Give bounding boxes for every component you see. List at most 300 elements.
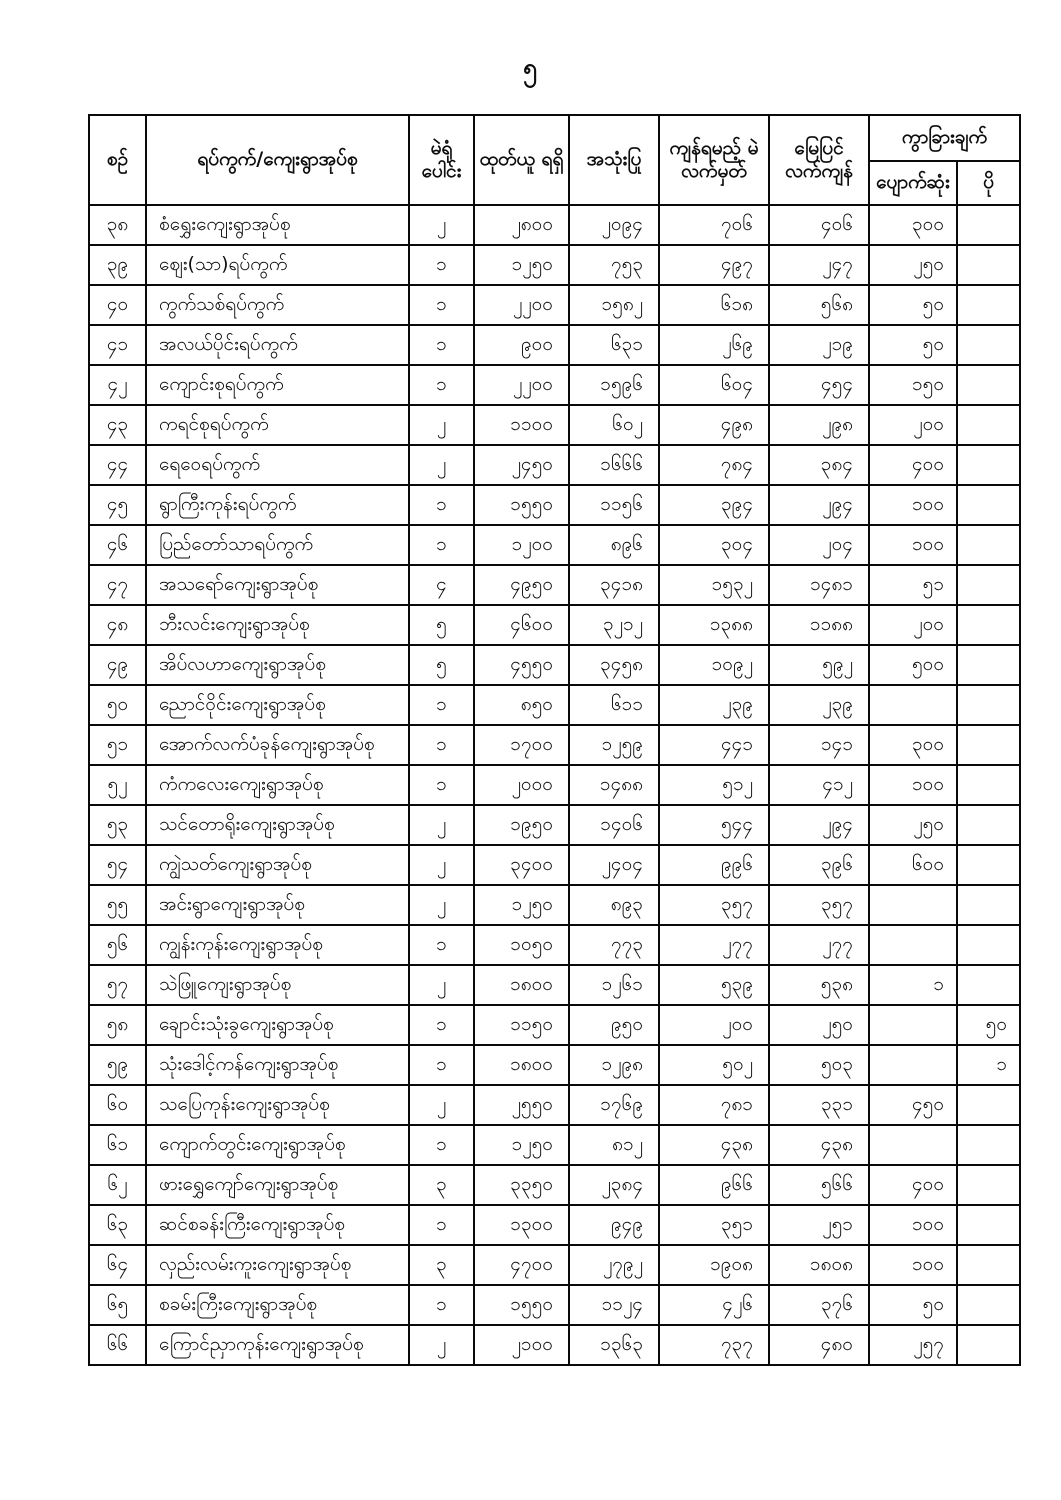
cell-ballots-used: ၉၄၉	[569, 1205, 659, 1245]
cell-ward-village-name: ကျောက်တွင်းကျေးရွာအုပ်စု	[146, 1125, 409, 1165]
cell-ballots-received: ၃၄၀၀	[474, 845, 569, 885]
cell-difference-lost	[869, 1005, 957, 1045]
cell-ballots-received: ၁၅၅၀	[474, 1285, 569, 1325]
cell-serial-number: ၅၈	[89, 1005, 146, 1045]
cell-polling-stations-total: ၂	[409, 965, 474, 1005]
header-ground-balance: မြေပြင် လက်ကျန်	[769, 115, 869, 205]
cell-difference-lost: ၁	[869, 965, 957, 1005]
table-row	[89, 765, 1020, 805]
cell-difference-lost: ၄၀၀	[869, 445, 957, 485]
cell-difference-lost: ၁၅၀	[869, 365, 957, 405]
cell-polling-stations-total: ၁	[409, 325, 474, 365]
cell-ballots-used: ၃၄၅၈	[569, 645, 659, 685]
cell-serial-number: ၆၅	[89, 1285, 146, 1325]
cell-difference-lost: ၁၀၀	[869, 525, 957, 565]
cell-ballots-remaining: ၇၃၇	[659, 1325, 769, 1365]
cell-ballots-used: ၇၇၃	[569, 925, 659, 965]
table-row	[89, 1205, 1020, 1245]
table-row	[89, 325, 1020, 365]
cell-serial-number: ၄၈	[89, 605, 146, 645]
cell-ballots-received: ၁၂၀၀	[474, 525, 569, 565]
cell-ward-village-name: ဘီးလင်းကျေးရွာအုပ်စု	[146, 605, 409, 645]
header-difference: ကွာခြားချက်	[869, 115, 1020, 161]
table-row	[89, 1245, 1020, 1285]
table-row	[89, 605, 1020, 645]
cell-ballots-received: ၁၁၀၀	[474, 405, 569, 445]
cell-difference-lost: ၄၀၀	[869, 1165, 957, 1205]
cell-ballots-received: ၁၃၀၀	[474, 1205, 569, 1245]
cell-ballots-used: ၁၁၂၄	[569, 1285, 659, 1325]
cell-ballots-received: ၁၁၅၀	[474, 1005, 569, 1045]
cell-ground-balance: ၁၈၀၈	[769, 1245, 869, 1285]
cell-ballots-remaining: ၅၃၉	[659, 965, 769, 1005]
cell-polling-stations-total: ၅	[409, 645, 474, 685]
cell-ballots-used: ၁၂၆၁	[569, 965, 659, 1005]
cell-ground-balance: ၅၆၈	[769, 285, 869, 325]
cell-ballots-remaining: ၇၀၆	[659, 205, 769, 245]
cell-difference-lost: ၅၁	[869, 565, 957, 605]
cell-polling-stations-total: ၁	[409, 685, 474, 725]
cell-polling-stations-total: ၁	[409, 365, 474, 405]
cell-ground-balance: ၁၄၁	[769, 725, 869, 765]
table-row	[89, 405, 1020, 445]
cell-serial-number: ၅၆	[89, 925, 146, 965]
cell-ward-village-name: ရေဝေရပ်ကွက်	[146, 445, 409, 485]
cell-ward-village-name: အိပ်လဟာကျေးရွာအုပ်စု	[146, 645, 409, 685]
table-row	[89, 565, 1020, 605]
cell-ballots-remaining: ၃၅၇	[659, 885, 769, 925]
cell-ground-balance: ၂၃၉	[769, 685, 869, 725]
cell-ballots-received: ၂၅၅၀	[474, 1085, 569, 1125]
table-row	[89, 805, 1020, 845]
cell-difference-lost	[869, 925, 957, 965]
cell-ballots-received: ၂၄၅၀	[474, 445, 569, 485]
cell-ward-village-name: ညောင်ဝိုင်းကျေးရွာအုပ်စု	[146, 685, 409, 725]
cell-ballots-used: ၂၇၉၂	[569, 1245, 659, 1285]
cell-ballots-used: ၂၃၈၄	[569, 1165, 659, 1205]
cell-polling-stations-total: ၁	[409, 485, 474, 525]
header-remaining-ballots: ကျန်ရမည့် မဲလက်မှတ်	[659, 115, 769, 205]
cell-difference-lost: ၁၀၀	[869, 765, 957, 805]
cell-ballots-used: ၇၅၃	[569, 245, 659, 285]
cell-ballots-used: ၁၅၉၆	[569, 365, 659, 405]
cell-polling-stations-total: ၁	[409, 1045, 474, 1085]
table-row	[89, 1085, 1020, 1125]
cell-difference-extra	[957, 925, 1020, 965]
cell-ballots-used: ၁၅၈၂	[569, 285, 659, 325]
table-row	[89, 485, 1020, 525]
cell-difference-extra	[957, 845, 1020, 885]
header-lost: ပျောက်ဆုံး	[869, 161, 957, 205]
cell-ballots-remaining: ၄၄၁	[659, 725, 769, 765]
header-polling-stations: မဲရုံ ပေါင်း	[409, 115, 474, 205]
table-body	[89, 205, 1020, 1365]
cell-difference-extra	[957, 645, 1020, 685]
cell-ballots-remaining: ၄၉၇	[659, 245, 769, 285]
cell-difference-extra	[957, 605, 1020, 645]
cell-ward-village-name: ဖားရွှေကျော်ကျေးရွာအုပ်စု	[146, 1165, 409, 1205]
cell-ward-village-name: သုံးဒေါင့်ကန်ကျေးရွာအုပ်စု	[146, 1045, 409, 1085]
cell-polling-stations-total: ၂	[409, 445, 474, 485]
header-row-1	[89, 115, 1020, 161]
cell-ground-balance: ၅၆၆	[769, 1165, 869, 1205]
cell-ballots-remaining: ၂၀၀	[659, 1005, 769, 1045]
cell-ballots-received: ၁၇၀၀	[474, 725, 569, 765]
cell-polling-stations-total: ၁	[409, 1125, 474, 1165]
cell-difference-lost: ၃၀၀	[869, 205, 957, 245]
cell-difference-extra	[957, 445, 1020, 485]
cell-difference-extra: ၅၀	[957, 1005, 1020, 1045]
cell-ward-village-name: ကွက်သစ်ရပ်ကွက်	[146, 285, 409, 325]
cell-ballots-received: ၂၀၀၀	[474, 765, 569, 805]
table-row	[89, 685, 1020, 725]
cell-polling-stations-total: ၅	[409, 605, 474, 645]
cell-ground-balance: ၃၈၄	[769, 445, 869, 485]
cell-polling-stations-total: ၁	[409, 1205, 474, 1245]
cell-ballots-remaining: ၉၉၆	[659, 845, 769, 885]
cell-ground-balance: ၅၃၈	[769, 965, 869, 1005]
cell-difference-lost	[869, 685, 957, 725]
table-row	[89, 1005, 1020, 1045]
cell-ward-village-name: ကရင်စုရပ်ကွက်	[146, 405, 409, 445]
cell-ballots-received: ၄၉၅၀	[474, 565, 569, 605]
cell-polling-stations-total: ၁	[409, 765, 474, 805]
cell-ballots-received: ၁၂၅၀	[474, 885, 569, 925]
cell-difference-lost: ၅၀	[869, 1285, 957, 1325]
cell-ward-village-name: အသရော်ကျေးရွာအုပ်စု	[146, 565, 409, 605]
table-row	[89, 885, 1020, 925]
header-serial: စဉ်	[89, 115, 146, 205]
cell-polling-stations-total: ၂	[409, 205, 474, 245]
cell-ballots-received: ၄၆၀၀	[474, 605, 569, 645]
table-row	[89, 525, 1020, 565]
cell-serial-number: ၄၆	[89, 525, 146, 565]
cell-difference-extra	[957, 485, 1020, 525]
cell-ballots-used: ၁၄၈၈	[569, 765, 659, 805]
cell-ground-balance: ၃၃၁	[769, 1085, 869, 1125]
cell-difference-extra	[957, 1205, 1020, 1245]
cell-ward-village-name: ကျောင်းစုရပ်ကွက်	[146, 365, 409, 405]
cell-difference-lost: ၂၀၀	[869, 605, 957, 645]
cell-ballots-received: ၂၁၀၀	[474, 1325, 569, 1365]
cell-ballots-received: ၁၉၅၀	[474, 805, 569, 845]
cell-ballots-received: ၄၇၀၀	[474, 1245, 569, 1285]
page-number: ၅	[522, 53, 539, 82]
cell-ballots-used: ၂၄၀၄	[569, 845, 659, 885]
table-row	[89, 365, 1020, 405]
cell-ward-village-name: ချောင်းသုံးခွကျေးရွာအုပ်စု	[146, 1005, 409, 1045]
cell-ground-balance: ၅၀၃	[769, 1045, 869, 1085]
cell-difference-extra: ၁	[957, 1045, 1020, 1085]
cell-ballots-received: ၂၂၀၀	[474, 285, 569, 325]
cell-serial-number: ၄၅	[89, 485, 146, 525]
cell-difference-lost: ၁၀၀	[869, 485, 957, 525]
cell-difference-extra	[957, 405, 1020, 445]
cell-difference-lost: ၁၀၀	[869, 1245, 957, 1285]
cell-ballots-remaining: ၁၃၈၈	[659, 605, 769, 645]
cell-ballots-received: ၂၂၀၀	[474, 365, 569, 405]
cell-difference-lost	[869, 885, 957, 925]
cell-ward-village-name: ဈေး(သာ)ရပ်ကွက်	[146, 245, 409, 285]
cell-difference-extra	[957, 285, 1020, 325]
cell-serial-number: ၃၉	[89, 245, 146, 285]
cell-serial-number: ၆၁	[89, 1125, 146, 1165]
cell-ward-village-name: သဲဖြူကျေးရွာအုပ်စု	[146, 965, 409, 1005]
cell-ballots-received: ၁၈၀၀	[474, 1045, 569, 1085]
cell-ward-village-name: ကျွဲသတ်ကျေးရွာအုပ်စု	[146, 845, 409, 885]
header-received: ထုတ်ယူ ရရှိ	[474, 115, 569, 205]
table-row	[89, 925, 1020, 965]
cell-ballots-remaining: ၃၀၄	[659, 525, 769, 565]
ballot-accounting-table	[88, 114, 1021, 1366]
cell-ward-village-name: ကျွန်းကုန်းကျေးရွာအုပ်စု	[146, 925, 409, 965]
cell-ward-village-name: ကံကလေးကျေးရွာအုပ်စု	[146, 765, 409, 805]
cell-ballots-used: ၁၂၉၈	[569, 1045, 659, 1085]
cell-serial-number: ၆၀	[89, 1085, 146, 1125]
cell-difference-extra	[957, 965, 1020, 1005]
cell-ground-balance: ၄၅၄	[769, 365, 869, 405]
cell-ground-balance: ၂၉၄	[769, 485, 869, 525]
cell-serial-number: ၆၄	[89, 1245, 146, 1285]
cell-ballots-remaining: ၁၀၉၂	[659, 645, 769, 685]
cell-difference-extra	[957, 1125, 1020, 1165]
cell-ballots-remaining: ၇၈၁	[659, 1085, 769, 1125]
cell-serial-number: ၅၁	[89, 725, 146, 765]
cell-ward-village-name: လှည်းလမ်းကူးကျေးရွာအုပ်စု	[146, 1245, 409, 1285]
cell-serial-number: ၅၇	[89, 965, 146, 1005]
table-row	[89, 725, 1020, 765]
cell-ballots-used: ၆၃၁	[569, 325, 659, 365]
cell-polling-stations-total: ၁	[409, 1005, 474, 1045]
cell-ballots-received: ၂၈၀၀	[474, 205, 569, 245]
cell-polling-stations-total: ၂	[409, 885, 474, 925]
cell-difference-extra	[957, 1165, 1020, 1205]
cell-ward-village-name: အောက်လက်ပံခုန်ကျေးရွာအုပ်စု	[146, 725, 409, 765]
cell-difference-lost: ၅၀	[869, 325, 957, 365]
table-header	[89, 115, 1020, 205]
cell-difference-lost: ၆၀၀	[869, 845, 957, 885]
cell-ballots-received: ၁၂၅၀	[474, 245, 569, 285]
cell-polling-stations-total: ၂	[409, 405, 474, 445]
cell-difference-extra	[957, 1245, 1020, 1285]
cell-ballots-used: ၆၀၂	[569, 405, 659, 445]
table-row	[89, 1165, 1020, 1205]
cell-difference-lost: ၂၅၇	[869, 1325, 957, 1365]
cell-difference-extra	[957, 565, 1020, 605]
cell-difference-extra	[957, 245, 1020, 285]
cell-ward-village-name: ပြည်တော်သာရပ်ကွက်	[146, 525, 409, 565]
cell-ballots-received: ၄၅၅၀	[474, 645, 569, 685]
cell-serial-number: ၆၃	[89, 1205, 146, 1245]
cell-ballots-used: ၃၄၁၈	[569, 565, 659, 605]
cell-ground-balance: ၂၀၄	[769, 525, 869, 565]
cell-ground-balance: ၃၅၇	[769, 885, 869, 925]
cell-ward-village-name: ဆင်စခန်းကြီးကျေးရွာအုပ်စု	[146, 1205, 409, 1245]
cell-difference-extra	[957, 1285, 1020, 1325]
cell-ballots-received: ၁၈၀၀	[474, 965, 569, 1005]
cell-difference-extra	[957, 725, 1020, 765]
cell-ballots-remaining: ၅၀၂	[659, 1045, 769, 1085]
cell-ground-balance: ၂၅၁	[769, 1205, 869, 1245]
cell-serial-number: ၄၃	[89, 405, 146, 445]
cell-ballots-remaining: ၆၁၈	[659, 285, 769, 325]
cell-serial-number: ၄၄	[89, 445, 146, 485]
cell-ballots-received: ၁၅၅၀	[474, 485, 569, 525]
cell-difference-lost: ၂၅၀	[869, 245, 957, 285]
table-row	[89, 965, 1020, 1005]
cell-ballots-used: ၁၂၅၉	[569, 725, 659, 765]
table-row	[89, 285, 1020, 325]
cell-ground-balance: ၄၃၈	[769, 1125, 869, 1165]
table-row	[89, 245, 1020, 285]
cell-ballots-received: ၉၀၀	[474, 325, 569, 365]
cell-polling-stations-total: ၁	[409, 525, 474, 565]
cell-difference-lost: ၂၅၀	[869, 805, 957, 845]
cell-ballots-received: ၈၅၀	[474, 685, 569, 725]
cell-ballots-used: ၃၂၁၂	[569, 605, 659, 645]
cell-ballots-received: ၁၀၅၀	[474, 925, 569, 965]
cell-ballots-remaining: ၁၅၃၂	[659, 565, 769, 605]
cell-ballots-remaining: ၄၂၆	[659, 1285, 769, 1325]
cell-ground-balance: ၁၁၈၈	[769, 605, 869, 645]
cell-ballots-remaining: ၂၃၉	[659, 685, 769, 725]
cell-ballots-used: ၁၄၀၆	[569, 805, 659, 845]
cell-serial-number: ၆၂	[89, 1165, 146, 1205]
table-row	[89, 445, 1020, 485]
cell-serial-number: ၄၉	[89, 645, 146, 685]
cell-polling-stations-total: ၁	[409, 1285, 474, 1325]
cell-ground-balance: ၂၉၄	[769, 805, 869, 845]
cell-ballots-used: ၉၅၀	[569, 1005, 659, 1045]
cell-difference-lost	[869, 1125, 957, 1165]
cell-ballots-remaining: ၉၆၆	[659, 1165, 769, 1205]
cell-ground-balance: ၂၉၈	[769, 405, 869, 445]
cell-serial-number: ၄၂	[89, 365, 146, 405]
cell-ballots-remaining: ၃၉၄	[659, 485, 769, 525]
table-row	[89, 205, 1020, 245]
cell-difference-extra	[957, 685, 1020, 725]
cell-polling-stations-total: ၁	[409, 925, 474, 965]
cell-difference-extra	[957, 1325, 1020, 1365]
cell-difference-extra	[957, 765, 1020, 805]
cell-polling-stations-total: ၂	[409, 845, 474, 885]
cell-serial-number: ၅၉	[89, 1045, 146, 1085]
cell-serial-number: ၅၄	[89, 845, 146, 885]
cell-ground-balance: ၂၁၉	[769, 325, 869, 365]
cell-difference-lost: ၅၀၀	[869, 645, 957, 685]
cell-serial-number: ၅၂	[89, 765, 146, 805]
cell-ballots-remaining: ၅၁၂	[659, 765, 769, 805]
cell-ballots-used: ၁၇၆၉	[569, 1085, 659, 1125]
cell-serial-number: ၄၁	[89, 325, 146, 365]
cell-polling-stations-total: ၂	[409, 805, 474, 845]
header-used: အသုံးပြု	[569, 115, 659, 205]
cell-ballots-used: ၁၁၅၆	[569, 485, 659, 525]
cell-ward-village-name: သပြေကုန်းကျေးရွာအုပ်စု	[146, 1085, 409, 1125]
cell-serial-number: ၃၈	[89, 205, 146, 245]
cell-ballots-used: ၁၃၆၃	[569, 1325, 659, 1365]
cell-ward-village-name: ရွာကြီးကုန်းရပ်ကွက်	[146, 485, 409, 525]
cell-difference-lost: ၄၅၀	[869, 1085, 957, 1125]
cell-ground-balance: ၁၄၈၁	[769, 565, 869, 605]
cell-ballots-remaining: ၅၄၄	[659, 805, 769, 845]
header-ward-name: ရပ်ကွက်/ကျေးရွာအုပ်စု	[146, 115, 409, 205]
cell-polling-stations-total: ၃	[409, 1165, 474, 1205]
table-row	[89, 645, 1020, 685]
cell-difference-extra	[957, 525, 1020, 565]
cell-polling-stations-total: ၁	[409, 285, 474, 325]
cell-serial-number: ၅၅	[89, 885, 146, 925]
cell-polling-stations-total: ၄	[409, 565, 474, 605]
cell-ward-village-name: အင်းရွာကျေးရွာအုပ်စု	[146, 885, 409, 925]
cell-ballots-used: ၆၁၁	[569, 685, 659, 725]
cell-polling-stations-total: ၃	[409, 1245, 474, 1285]
cell-ground-balance: ၃၇၆	[769, 1285, 869, 1325]
cell-ballots-remaining: ၁၉၀၈	[659, 1245, 769, 1285]
table-row	[89, 845, 1020, 885]
cell-difference-extra	[957, 1085, 1020, 1125]
cell-ground-balance: ၂၇၇	[769, 925, 869, 965]
cell-ballots-used: ၈၉၆	[569, 525, 659, 565]
cell-ground-balance: ၄၁၂	[769, 765, 869, 805]
cell-polling-stations-total: ၁	[409, 725, 474, 765]
cell-ballots-remaining: ၃၅၁	[659, 1205, 769, 1245]
cell-serial-number: ၄၇	[89, 565, 146, 605]
cell-ballots-used: ၁၆၆၆	[569, 445, 659, 485]
cell-ground-balance: ၂၅၀	[769, 1005, 869, 1045]
cell-serial-number: ၅၃	[89, 805, 146, 845]
cell-ward-village-name: ကြောင်ညှာကုန်းကျေးရွာအုပ်စု	[146, 1325, 409, 1365]
cell-ward-village-name: စခမ်းကြီးကျေးရွာအုပ်စု	[146, 1285, 409, 1325]
cell-difference-lost: ၁၀၀	[869, 1205, 957, 1245]
header-extra: ပို	[957, 161, 1020, 205]
cell-difference-lost: ၅၀	[869, 285, 957, 325]
table-row	[89, 1325, 1020, 1365]
cell-ballots-used: ၈၁၂	[569, 1125, 659, 1165]
cell-ballots-received: ၃၃၅၀	[474, 1165, 569, 1205]
table-row	[89, 1285, 1020, 1325]
cell-difference-extra	[957, 805, 1020, 845]
cell-ballots-remaining: ၂၆၉	[659, 325, 769, 365]
cell-difference-lost	[869, 1045, 957, 1085]
cell-ground-balance: ၃၉၆	[769, 845, 869, 885]
cell-ballots-remaining: ၄၃၈	[659, 1125, 769, 1165]
cell-difference-extra	[957, 325, 1020, 365]
cell-polling-stations-total: ၂	[409, 1085, 474, 1125]
cell-serial-number: ၄၀	[89, 285, 146, 325]
cell-ballots-remaining: ၂၇၇	[659, 925, 769, 965]
cell-serial-number: ၆၆	[89, 1325, 146, 1365]
cell-ballots-used: ၈၉၃	[569, 885, 659, 925]
cell-difference-extra	[957, 365, 1020, 405]
cell-ground-balance: ၂၄၇	[769, 245, 869, 285]
table-row	[89, 1045, 1020, 1085]
cell-difference-lost: ၃၀၀	[869, 725, 957, 765]
cell-ballots-remaining: ၇၈၄	[659, 445, 769, 485]
cell-ballots-received: ၁၂၅၀	[474, 1125, 569, 1165]
cell-polling-stations-total: ၁	[409, 245, 474, 285]
cell-ground-balance: ၅၉၂	[769, 645, 869, 685]
cell-serial-number: ၅၀	[89, 685, 146, 725]
cell-ground-balance: ၄၈၀	[769, 1325, 869, 1365]
cell-difference-extra	[957, 885, 1020, 925]
cell-polling-stations-total: ၂	[409, 1325, 474, 1365]
table-row	[89, 1125, 1020, 1165]
cell-ward-village-name: သင်တောရိုးကျေးရွာအုပ်စု	[146, 805, 409, 845]
cell-difference-lost: ၂၀၀	[869, 405, 957, 445]
cell-ground-balance: ၄၀၆	[769, 205, 869, 245]
cell-ward-village-name: အလယ်ပိုင်းရပ်ကွက်	[146, 325, 409, 365]
